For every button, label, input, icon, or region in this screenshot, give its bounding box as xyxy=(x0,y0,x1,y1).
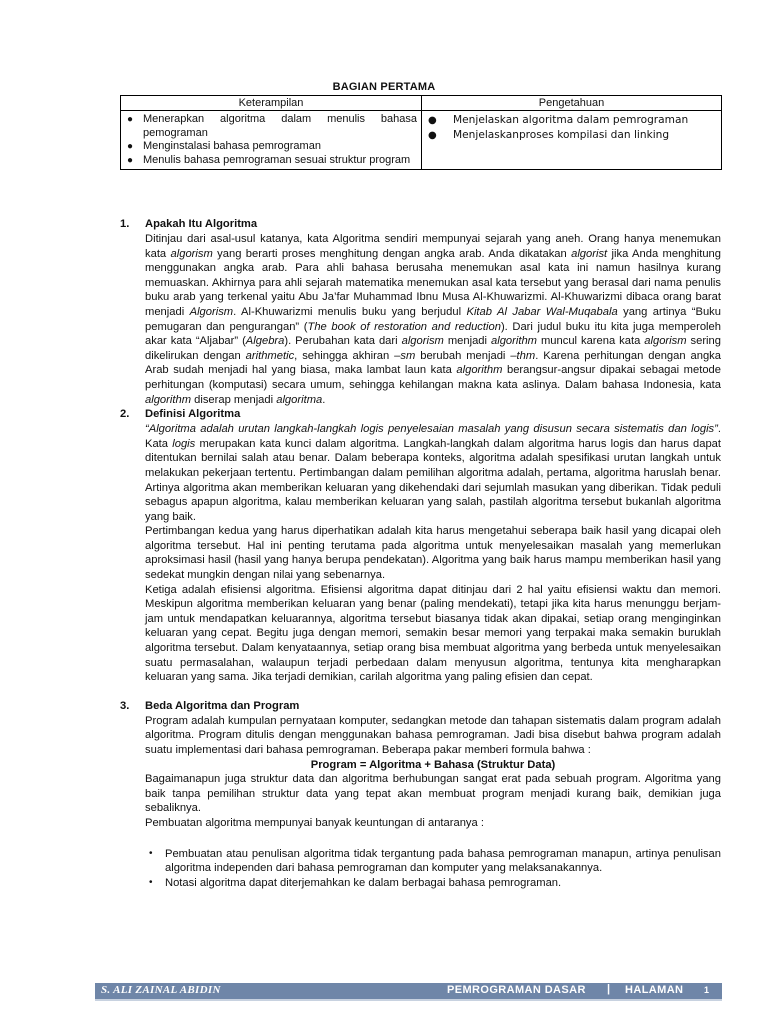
section-number: 1. xyxy=(120,218,130,230)
knowledge-list xyxy=(426,113,717,143)
bullet-icon: ● xyxy=(127,141,134,152)
paragraph: Pertimbangan kedua yang harus diperhatikan adalah kita harus mengetahui seberapa baik hasil yang dicapai oleh algoritma tersebut. Hal ini penting terutama pada algoritma untuk menyelesaikan masalah yang memerlukan aproksimasi hasil (hasil yang hanya berupa pendekatan). Algoritma yang baik harus mampu memberikan hasil yang sedekat mungkin dengan nilai yang sebenarnya. xyxy=(145,525,721,582)
bullet-icon: • xyxy=(149,847,153,859)
footer-separator: | xyxy=(607,983,611,995)
knowledge-column-header: Pengetahuan xyxy=(422,96,722,111)
benefits-list xyxy=(145,847,721,891)
paragraph: Ketiga adalah efisiensi algoritma. Efisiensi algoritma dapat ditinjau dari 2 hal yaitu efisiensi waktu dan memori. Meskipun algoritma memberikan keluaran yang benar (paling mendekati), tetapi jika kita harus menunggu berjam-jam untuk mendapatkan keluarannya, algoritma tersebut biasanya tidak akan dipakai, setiap orang menginginkan keluaran yang cepat. Begitu juga dengan memori, semakin besar memori yang terpakai maka semakin buruklah algoritma tersebut. Dalam kenyataannya, setiap orang bisa membuat algoritma yang berbeda untuk menyelesaikan suatu permasalahan, walaupun terjadi perbedaan dalam menyusun algoritma, tentunya kita mengharapkan keluaran yang sama. Jika terjadi demikian, carilah algoritma yang paling efisien dan cepat. xyxy=(145,583,721,684)
section-number: 3. xyxy=(120,699,130,712)
bullet-icon: ● xyxy=(127,154,134,166)
document-body xyxy=(120,217,721,890)
section-heading xyxy=(120,217,721,232)
skills-list-item: ● Menerapkan algoritma dalam menulis bahasa pemograman xyxy=(127,113,417,139)
section-1 xyxy=(120,217,721,407)
footer-course-title: PEMROGRAMAN DASAR xyxy=(447,984,586,996)
section-number: 2. xyxy=(120,408,130,421)
paragraph: “Algoritma adalah urutan langkah-langkah logis penyelesaian masalah yang disusun secara sistematis dan logis”. Kata logis merupakan kata kunci dalam algoritma. Langkah-langkah dalam algoritma harus logis dan harus dapat ditentukan bernilai salah atau benar. Dalam beberapa konteks, algoritma adalah spesifikasi urutan langkah untuk melakukan pekerjaan tertentu. Pertimbangan dalam pemilihan algoritma adalah, pertama, algoritma haruslah benar. Artinya algoritma akan memberikan keluaran yang dikehendaki dari sejumlah masukan yang diberikan. Tidak peduli sebagus apapun algoritma, kalau memberikan keluaran yang salah, pastilah algoritma tersebut bukanlah algoritma yang baik. xyxy=(145,423,721,523)
paragraph: Program adalah kumpulan pernyataan komputer, sedangkan metode dan tahapan sistematis dalam program adalah algoritma. Program ditulis dengan menggunakan bahasa pemrograman. Jadi bisa disebut bahwa program adalah suatu implementasi dari bahasa pemrograman. Beberapa pakar memberi formula bahwa : xyxy=(145,714,721,756)
section-title: Definisi Algoritma xyxy=(145,408,241,421)
section-body xyxy=(145,422,721,685)
formula: Program = Algoritma + Bahasa (Struktur Data) xyxy=(310,758,556,771)
skills-list xyxy=(125,113,417,167)
section-2 xyxy=(120,407,721,685)
benefits-list-item: • Notasi algoritma dapat diterjemahkan ke dalam berbagai bahasa pemrograman. xyxy=(149,876,562,889)
section-heading xyxy=(120,407,721,422)
section-title: Beda Algoritma dan Program xyxy=(145,699,300,712)
skills-cell xyxy=(121,111,422,170)
competency-table xyxy=(120,95,722,170)
footer-author: S. ALI ZAINAL ABIDIN xyxy=(101,984,221,996)
footer-page-number: 1 xyxy=(704,985,710,995)
skills-list-item: ● Menulis bahasa pemrograman sesuai struktur program xyxy=(127,153,411,166)
benefits-list-item: • Pembuatan atau penulisan algoritma tidak tergantung pada bahasa pemrograman manapun, artinya penulisan algoritma independen dari bahasa pemrograman dan komputer yang melaksanakannya. xyxy=(149,847,721,875)
section-body xyxy=(145,714,721,831)
section-heading xyxy=(120,699,721,714)
page-footer xyxy=(95,983,722,1001)
section-title: Apakah Itu Algoritma xyxy=(145,218,258,230)
paragraph: Bagaimanapun juga struktur data dan algoritma berhubungan sangat erat pada sebuah program. Algoritma yang baik tanpa pemilihan struktur data yang tepat akan membuat program menjadi kurang baik, demikian juga sebaliknya. xyxy=(145,773,721,815)
skills-column-header: Keterampilan xyxy=(121,96,422,111)
section-body xyxy=(145,232,721,407)
paragraph: Pembuatan algoritma mempunyai banyak keuntungan di antaranya : xyxy=(145,816,484,829)
section-3 xyxy=(120,699,721,891)
paragraph: Ditinjau dari asal-usul katanya, kata Algoritma sendiri mempunyai sejarah yang aneh. Orang hanya menemukan kata algorism yang berarti proses menghitung dengan angka arab. Anda dikatakan algorist jika Anda menghitung menggunakan angka arab. Para ahli bahasa berusaha menemukan asal kata ini namun hasilnya kurang memuaskan. Akhirnya para ahli sejarah matematika menemukan asal kata tersebut yang berasal dari nama penulis buku arab yang terkenal yaitu Abu Ja’far Muhammad Ibnu Musa Al-Khuwarizmi. Al-Khuwarizmi dibaca orang barat menjadi Algorism. Al-Khuwarizmi menulis buku yang berjudul Kitab Al Jabar Wal-Muqabala yang artinya “Buku pemugaran dan pengurangan” (The book of restoration and reduction). Dari judul buku itu kita juga memperoleh akar kata “Aljabar” (Algebra). Perubahan kata dari algorism menjadi algorithm muncul karena kata algorism sering dikelirukan dengan arithmetic, sehingga akhiran –sm berubah menjadi –thm. Karena perhitungan dengan angka Arab sudah menjadi hal yang biasa, maka lambat laun kata algorithm berangsur-angsur dipakai sebagai metode perhitungan (komputasi) secara umum, sehingga kehilangan makna kata aslinya. Dalam bahasa Indonesia, kata algorithm diserap menjadi algoritma. xyxy=(145,233,722,406)
bullet-icon: ● xyxy=(127,114,134,125)
knowledge-cell xyxy=(422,111,722,170)
bullet-icon: • xyxy=(149,876,153,888)
knowledge-list-item: ● Menjelaskan algoritma dalam pemrograman xyxy=(428,114,689,126)
bullet-icon: ● xyxy=(428,130,437,141)
footer-page-label: HALAMAN xyxy=(625,984,684,996)
part-title: BAGIAN PERTAMA xyxy=(332,81,436,93)
spacer xyxy=(120,685,721,699)
skills-list-item: ● Menginstalasi bahasa pemrograman xyxy=(127,140,321,152)
bullet-icon: ● xyxy=(428,115,437,126)
knowledge-list-item: ● Menjelaskanproses kompilasi dan linking xyxy=(428,129,670,141)
